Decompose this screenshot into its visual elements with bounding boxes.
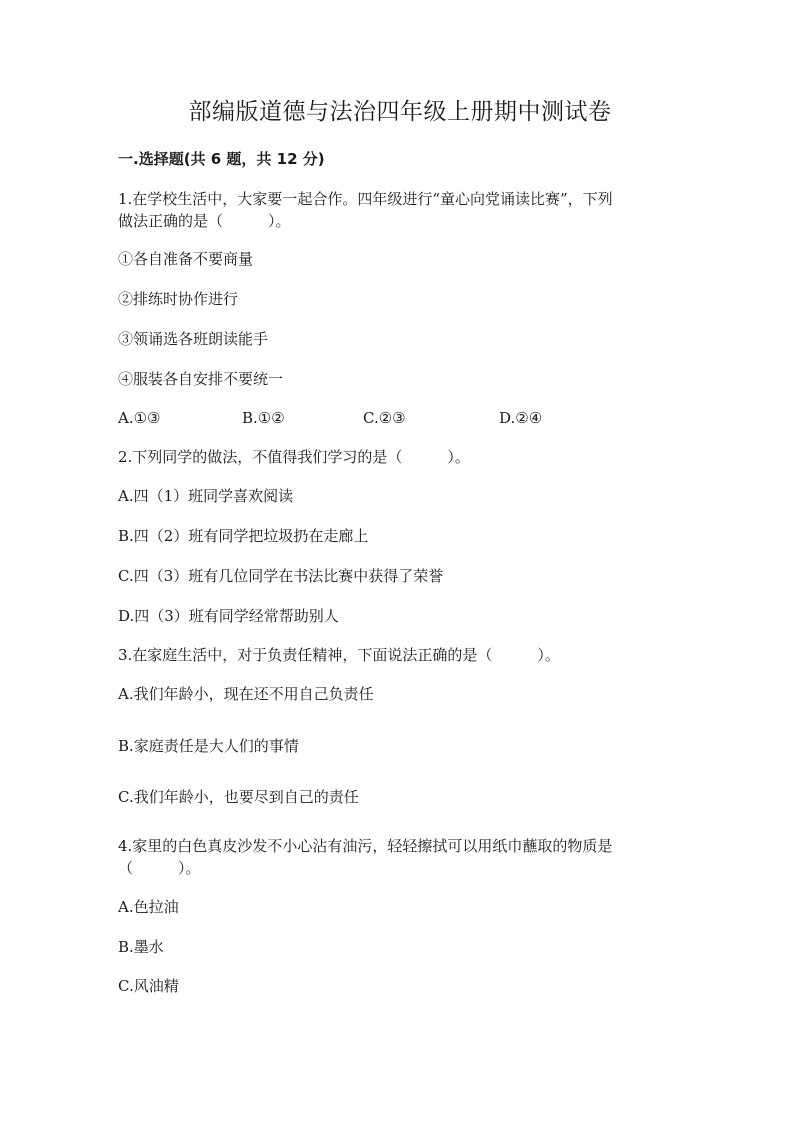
- question-1-choice-b[interactable]: B.①②: [242, 409, 285, 427]
- exam-title: 部编版道德与法治四年级上册期中测试卷: [188, 99, 612, 125]
- question-4-stem-line-2: （ ）。: [118, 859, 201, 877]
- question-1-item-1: ①各自准备不要商量: [118, 250, 254, 268]
- question-1-item-4: ④服装各自安排不要统一: [118, 370, 284, 388]
- question-2-choice-d[interactable]: D.四（3）班有同学经常帮助别人: [118, 607, 339, 625]
- question-3-choice-a[interactable]: A.我们年龄小，现在还不用自己负责任: [118, 685, 374, 703]
- question-1-choices: [118, 407, 718, 429]
- question-2-choice-b[interactable]: B.四（2）班有同学把垃圾扔在走廊上: [118, 527, 369, 545]
- question-1-stem-line-1: 1.在学校生活中，大家要一起合作。四年级进行“童心向党诵读比赛”，下列: [118, 190, 613, 208]
- question-1-stem-line-2: 做法正确的是（ ）。: [118, 212, 291, 230]
- question-2-stem: 2.下列同学的做法，不值得我们学习的是（ ）。: [118, 448, 470, 466]
- question-4-stem-line-1: 4.家里的白色真皮沙发不小心沾有油污，轻轻擦拭可以用纸巾蘸取的物质是: [118, 837, 613, 855]
- question-1-choice-c[interactable]: C.②③: [363, 409, 406, 427]
- question-4-choice-c[interactable]: C.风油精: [118, 977, 179, 995]
- question-2-choice-a[interactable]: A.四（1）班同学喜欢阅读: [118, 487, 294, 505]
- question-3-choice-b[interactable]: B.家庭责任是大人们的事情: [118, 737, 299, 755]
- question-1-item-3: ③领诵选各班朗读能手: [118, 330, 269, 348]
- question-1-item-2: ②排练时协作进行: [118, 290, 239, 308]
- question-1-choice-d[interactable]: D.②④: [499, 409, 543, 427]
- question-2-choice-c[interactable]: C.四（3）班有几位同学在书法比赛中获得了荣誉: [118, 567, 444, 585]
- question-4-choice-b[interactable]: B.墨水: [118, 938, 164, 956]
- question-3-choice-c[interactable]: C.我们年龄小，也要尽到自己的责任: [118, 788, 359, 806]
- question-4-choice-a[interactable]: A.色拉油: [118, 898, 179, 916]
- question-3-stem: 3.在家庭生活中，对于负责任精神，下面说法正确的是（ ）。: [118, 646, 560, 664]
- section-heading: 一.选择题(共 6 题，共 12 分): [118, 150, 325, 168]
- question-1-choice-a[interactable]: A.①③: [118, 409, 161, 427]
